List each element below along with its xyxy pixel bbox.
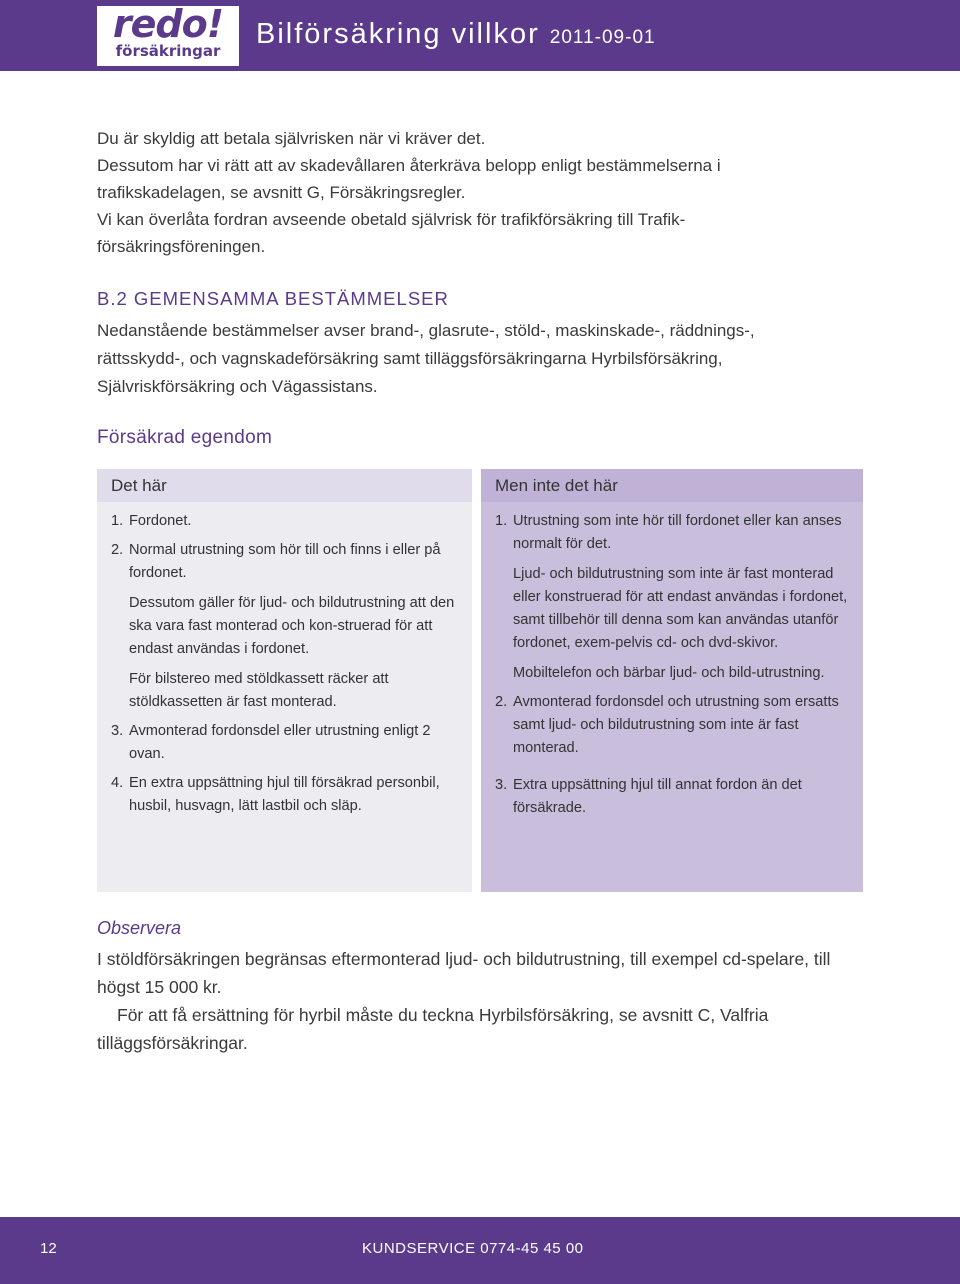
page-footer <box>0 1217 960 1284</box>
document-date: 2011-09-01 <box>549 27 656 48</box>
excluded-column <box>481 469 863 892</box>
excluded-column-header: Men inte det här <box>481 469 863 502</box>
observera-body <box>97 945 857 1057</box>
item-text: Utrustning som inte hör till fordonet eller kan anses normalt för det. <box>513 513 842 552</box>
list-item <box>111 720 464 766</box>
intro-line-3: Vi kan överlåta fordran avseende obetald självrisk för trafikförsäkring till Trafik-försäkringsföreningen. <box>97 210 686 256</box>
item-number: 4. <box>111 775 124 791</box>
page-number: 12 <box>40 1240 57 1257</box>
item-text: Mobiltelefon och bärbar ljud- och bild-utrustning. <box>513 665 825 681</box>
logo-subtitle: försäkringar <box>115 42 221 60</box>
document-title <box>256 16 656 56</box>
observera-heading: Observera <box>97 918 182 938</box>
item-text: Ljud- och bildutrustning som inte är fast monterad eller konstruerad för att endast användas i fordonet, samt tillbehör till denna som kan användas utanför fordonet, exem-pelvis cd- och dvd-skivor. <box>513 566 848 651</box>
covered-list <box>97 502 472 818</box>
section-heading: B.2 GEMENSAMMA BESTÄMMELSER <box>97 288 449 309</box>
intro-text <box>97 125 837 260</box>
item-text: Avmonterad fordonsdel och utrustning som ersatts samt ljud- och bildutrustning som inte är fast monterad. <box>513 694 839 756</box>
item-text: För bilstereo med stöldkassett räcker att stöldkassetten är fast monterad. <box>129 671 389 710</box>
redo-logo <box>97 2 239 66</box>
list-item <box>495 691 855 760</box>
excluded-list <box>481 502 863 820</box>
item-text: Dessutom gäller för ljud- och bildutrustning att den ska vara fast monterad och kon-struerad för att endast användas i fordonet. <box>129 595 455 657</box>
item-number: 2. <box>111 542 124 558</box>
intro-line-1: Du är skyldig att betala självrisken när vi kräver det. <box>97 129 486 148</box>
covered-column-header: Det här <box>97 469 472 502</box>
list-item <box>111 772 464 818</box>
section-body: Nedanstående bestämmelser avser brand-, glasrute-, stöld-, maskinskade-, räddnings-, rättsskydd-, och vagnskadeförsäkring samt tilläggsförsäkringarna Hyrbilsförsäkring, Självriskförsäkring och Vägassistans. <box>97 321 755 396</box>
item-text: Extra uppsättning hjul till annat fordon än det försäkrade. <box>513 777 802 816</box>
page-header <box>0 0 960 71</box>
list-item <box>111 539 464 714</box>
covered-column <box>97 469 472 892</box>
item-number: 1. <box>111 513 124 529</box>
list-item <box>495 774 855 820</box>
observera-paragraph-2: För att få ersättning för hyrbil måste du teckna Hyrbilsförsäkring, se avsnitt C, Valfria tilläggsförsäkringar. <box>97 1005 769 1053</box>
insured-property-heading: Försäkrad egendom <box>97 427 273 448</box>
item-number: 2. <box>495 694 508 710</box>
item-number: 1. <box>495 513 508 529</box>
customer-service-contact: KUNDSERVICE 0774-45 45 00 <box>362 1240 584 1257</box>
list-item <box>495 510 855 685</box>
document-title-text: Bilförsäkring villkor <box>256 18 540 50</box>
list-item <box>111 510 464 533</box>
item-number: 3. <box>111 723 124 739</box>
item-text: Normal utrustning som hör till och finns i eller på fordonet. <box>129 542 441 581</box>
item-text: En extra uppsättning hjul till försäkrad personbil, husbil, husvagn, lätt lastbil och släp. <box>129 775 440 814</box>
item-text: Avmonterad fordonsdel eller utrustning enligt 2 ovan. <box>129 723 431 762</box>
observera-paragraph-1: I stöldförsäkringen begränsas eftermonterad ljud- och bildutrustning, till exempel cd-spelare, till högst 15 000 kr. <box>97 949 831 997</box>
item-number: 3. <box>495 777 508 793</box>
item-text: Fordonet. <box>129 513 192 529</box>
logo-wordmark: redo! <box>112 2 224 46</box>
intro-line-2: Dessutom har vi rätt att av skadevållaren återkräva belopp enligt bestämmelserna i trafikskadelagen, se avsnitt G, Försäkringsregler. <box>97 156 721 202</box>
